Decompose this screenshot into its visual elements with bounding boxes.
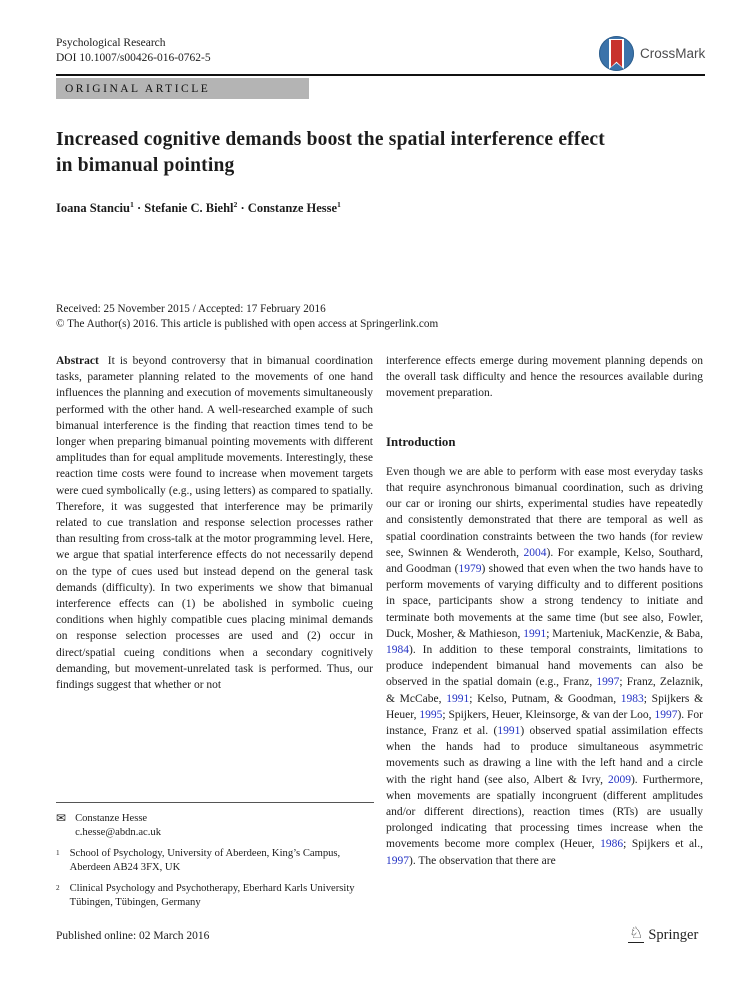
header-rule: [56, 74, 705, 76]
reference-link[interactable]: 2004: [523, 546, 547, 559]
main-column: [386, 353, 703, 869]
affiliation-2: [56, 882, 374, 909]
affiliation-2-text: Clinical Psychology and Psychotherapy, Eberhard Karls University Tübingen, Tübingen, Germany: [69, 883, 355, 908]
affiliation-2-marker: 2: [56, 884, 60, 893]
correspondence-details: [75, 812, 161, 839]
reference-link[interactable]: 1997: [386, 854, 409, 867]
reference-link[interactable]: 1986: [600, 838, 624, 851]
correspondence-email[interactable]: c.hesse@abdn.ac.uk: [75, 826, 162, 838]
title-line-1: Increased cognitive demands boost the spatial interference effect: [56, 129, 605, 150]
crossmark-label: CrossMark: [640, 46, 706, 61]
author-affiliation-superscript: 2: [233, 199, 238, 209]
copyright-line: © The Author(s) 2016. This article is published with open access at Springerlink.com: [56, 317, 439, 330]
text-segment: ). Furthermore, when movements are spatially incongruent (different amplitudes and/or different directions), reaction times (RTs) are usually prolonged indicating that processing times increase when the movements become more complex (Heuer,: [386, 773, 703, 851]
title-line-2: in bimanual pointing: [56, 155, 235, 176]
abstract-text-continuation: interference effects emerge during movement planning depends on the overall task difficulty and hence the resources available during movement preparation.: [386, 355, 703, 400]
text-segment: · Constanze Hesse: [237, 201, 338, 215]
reference-link[interactable]: 2009: [607, 773, 631, 786]
springer-horse-icon: ♘: [629, 925, 644, 942]
reference-link[interactable]: 1984: [386, 644, 409, 657]
text-segment: ) showed that even when the two hands have to perform movements of varying difficulty and to different positions in space, participants show a strong tendency to initiate and terminate both movements at the same time (but see also, Fowler, Duck, Mosher, & Mathieson,: [386, 563, 704, 640]
abstract-column: [56, 353, 373, 693]
reference-link[interactable]: 1995: [419, 708, 443, 721]
author-affiliation-superscript: 1: [337, 199, 341, 209]
reference-link[interactable]: 1983: [620, 692, 644, 705]
text-segment: ; Franz, Zelaznik, & McCabe,: [386, 676, 704, 705]
reference-link[interactable]: 1991: [523, 627, 547, 640]
journal-title: Psychological Research: [56, 37, 166, 49]
crossmark-badge[interactable]: [599, 36, 705, 71]
introduction-paragraph: [386, 464, 703, 869]
text-segment: ). For instance, Franz et al. (: [386, 708, 703, 738]
article-type-label: ORIGINAL ARTICLE: [65, 82, 211, 95]
correspondence-name: Constanze Hesse: [75, 813, 148, 824]
text-segment: ; Spijkers, Heuer, Kleinsorge, & van der Loo,: [442, 708, 655, 721]
text-segment: ; Spijkers & Heuer,: [386, 692, 704, 721]
crossmark-icon: [599, 36, 634, 71]
section-heading-introduction: Introduction: [386, 434, 456, 449]
text-segment: Ioana Stanciu: [56, 201, 130, 215]
text-segment: ; Spijkers et al.,: [623, 838, 704, 851]
text-segment: ). In addition to these temporal constraints, limitations to produce independent bimanual hand movements can also be observed in the spatial domain (e.g., Franz,: [386, 644, 703, 689]
affiliation-1-text: School of Psychology, University of Aberdeen, King’s Campus, Aberdeen AB24 3FX, UK: [69, 848, 341, 873]
text-segment: · Stefanie C. Biehl: [133, 201, 234, 215]
reference-link[interactable]: 1991: [497, 725, 521, 738]
reference-link[interactable]: 1979: [458, 563, 482, 576]
authors-line: [56, 201, 341, 216]
abstract-heading: Abstract: [56, 355, 99, 367]
page-title: [56, 127, 676, 179]
envelope-icon: ✉: [56, 811, 67, 825]
springer-logo: [628, 927, 698, 944]
correspondence-block: [56, 812, 374, 839]
text-segment: ). For example, Kelso, Southard, and Goodman (: [386, 546, 703, 576]
text-segment: ; Kelso, Putnam, & Goodman,: [469, 692, 621, 705]
journal-header: [56, 36, 211, 66]
abstract-text-left: It is beyond controversy that in bimanual coordination tasks, parameter planning related to the movements of one hand influences the planning and execution of movements simultaneously performed with the other hand. A well-researched example of such bimanual interference is the finding that reaction times tend to be longer when preparing bimanual pointing movements with different amplitudes than for equal amplitude movements. Interestingly, these reaction time costs were found to increase when movement targets were cued symbolically (e.g., using letters) as compared to spatially. Therefore, it was suggested that interference may be primarily related to cue translation and response selection processes rather than resulting from cross-talk at the motor programming level. Here, we argue that spatial interference effects do not necessarily depend on the type of cues used but instead depend on the general task demands (difficulty). In two experiments we show that bimanual interference effects can (1) be abolished in symbolic cueing conditions when highly compatible cues placing minimal demands on response selection processes are used and (2) occur in direct/spatial cueing conditions when a secondary cognitively demanding, but movement-unrelated task is performed. Thus, our findings suggest that whether or not: [56, 355, 373, 692]
article-type-banner: [56, 78, 309, 99]
affiliation-1-marker: 1: [56, 849, 60, 858]
doi-line: DOI 10.1007/s00426-016-0762-5: [56, 52, 211, 64]
text-segment: ). The observation that there are: [409, 854, 556, 867]
reference-link[interactable]: 1991: [446, 692, 470, 705]
affiliation-1: [56, 847, 374, 874]
text-segment: ; Marteniuk, MacKenzie, & Baba,: [546, 627, 703, 640]
text-segment: Even though we are able to perform with ease most everyday tasks that require asynchronous bimanual coordination, such as driving our car or ironing our shirts, experimental studies have repeatedly and consistently demonstrated that there are temporal as well as spatial coordination constraints between the two hands (for review see, Swinnen & Wenderoth,: [386, 465, 703, 559]
article-history: [56, 302, 438, 331]
footnote-rule: [56, 802, 374, 803]
reference-link[interactable]: 1997: [596, 676, 620, 689]
springer-label: Springer: [648, 927, 699, 943]
text-segment: ) observed spatial assimilation effects when the hands had to produce simultaneous asymmetric movements such as drawing a line with the left hand and a circle with the right hand (see also, Albert & Ivry,: [386, 725, 703, 786]
received-accepted-line: Received: 25 November 2015 / Accepted: 17 February 2016: [56, 303, 326, 315]
published-online-line: Published online: 02 March 2016: [56, 930, 210, 942]
author-affiliation-superscript: 1: [129, 199, 134, 209]
footnote-block: [56, 802, 374, 910]
reference-link[interactable]: 1997: [654, 708, 678, 721]
